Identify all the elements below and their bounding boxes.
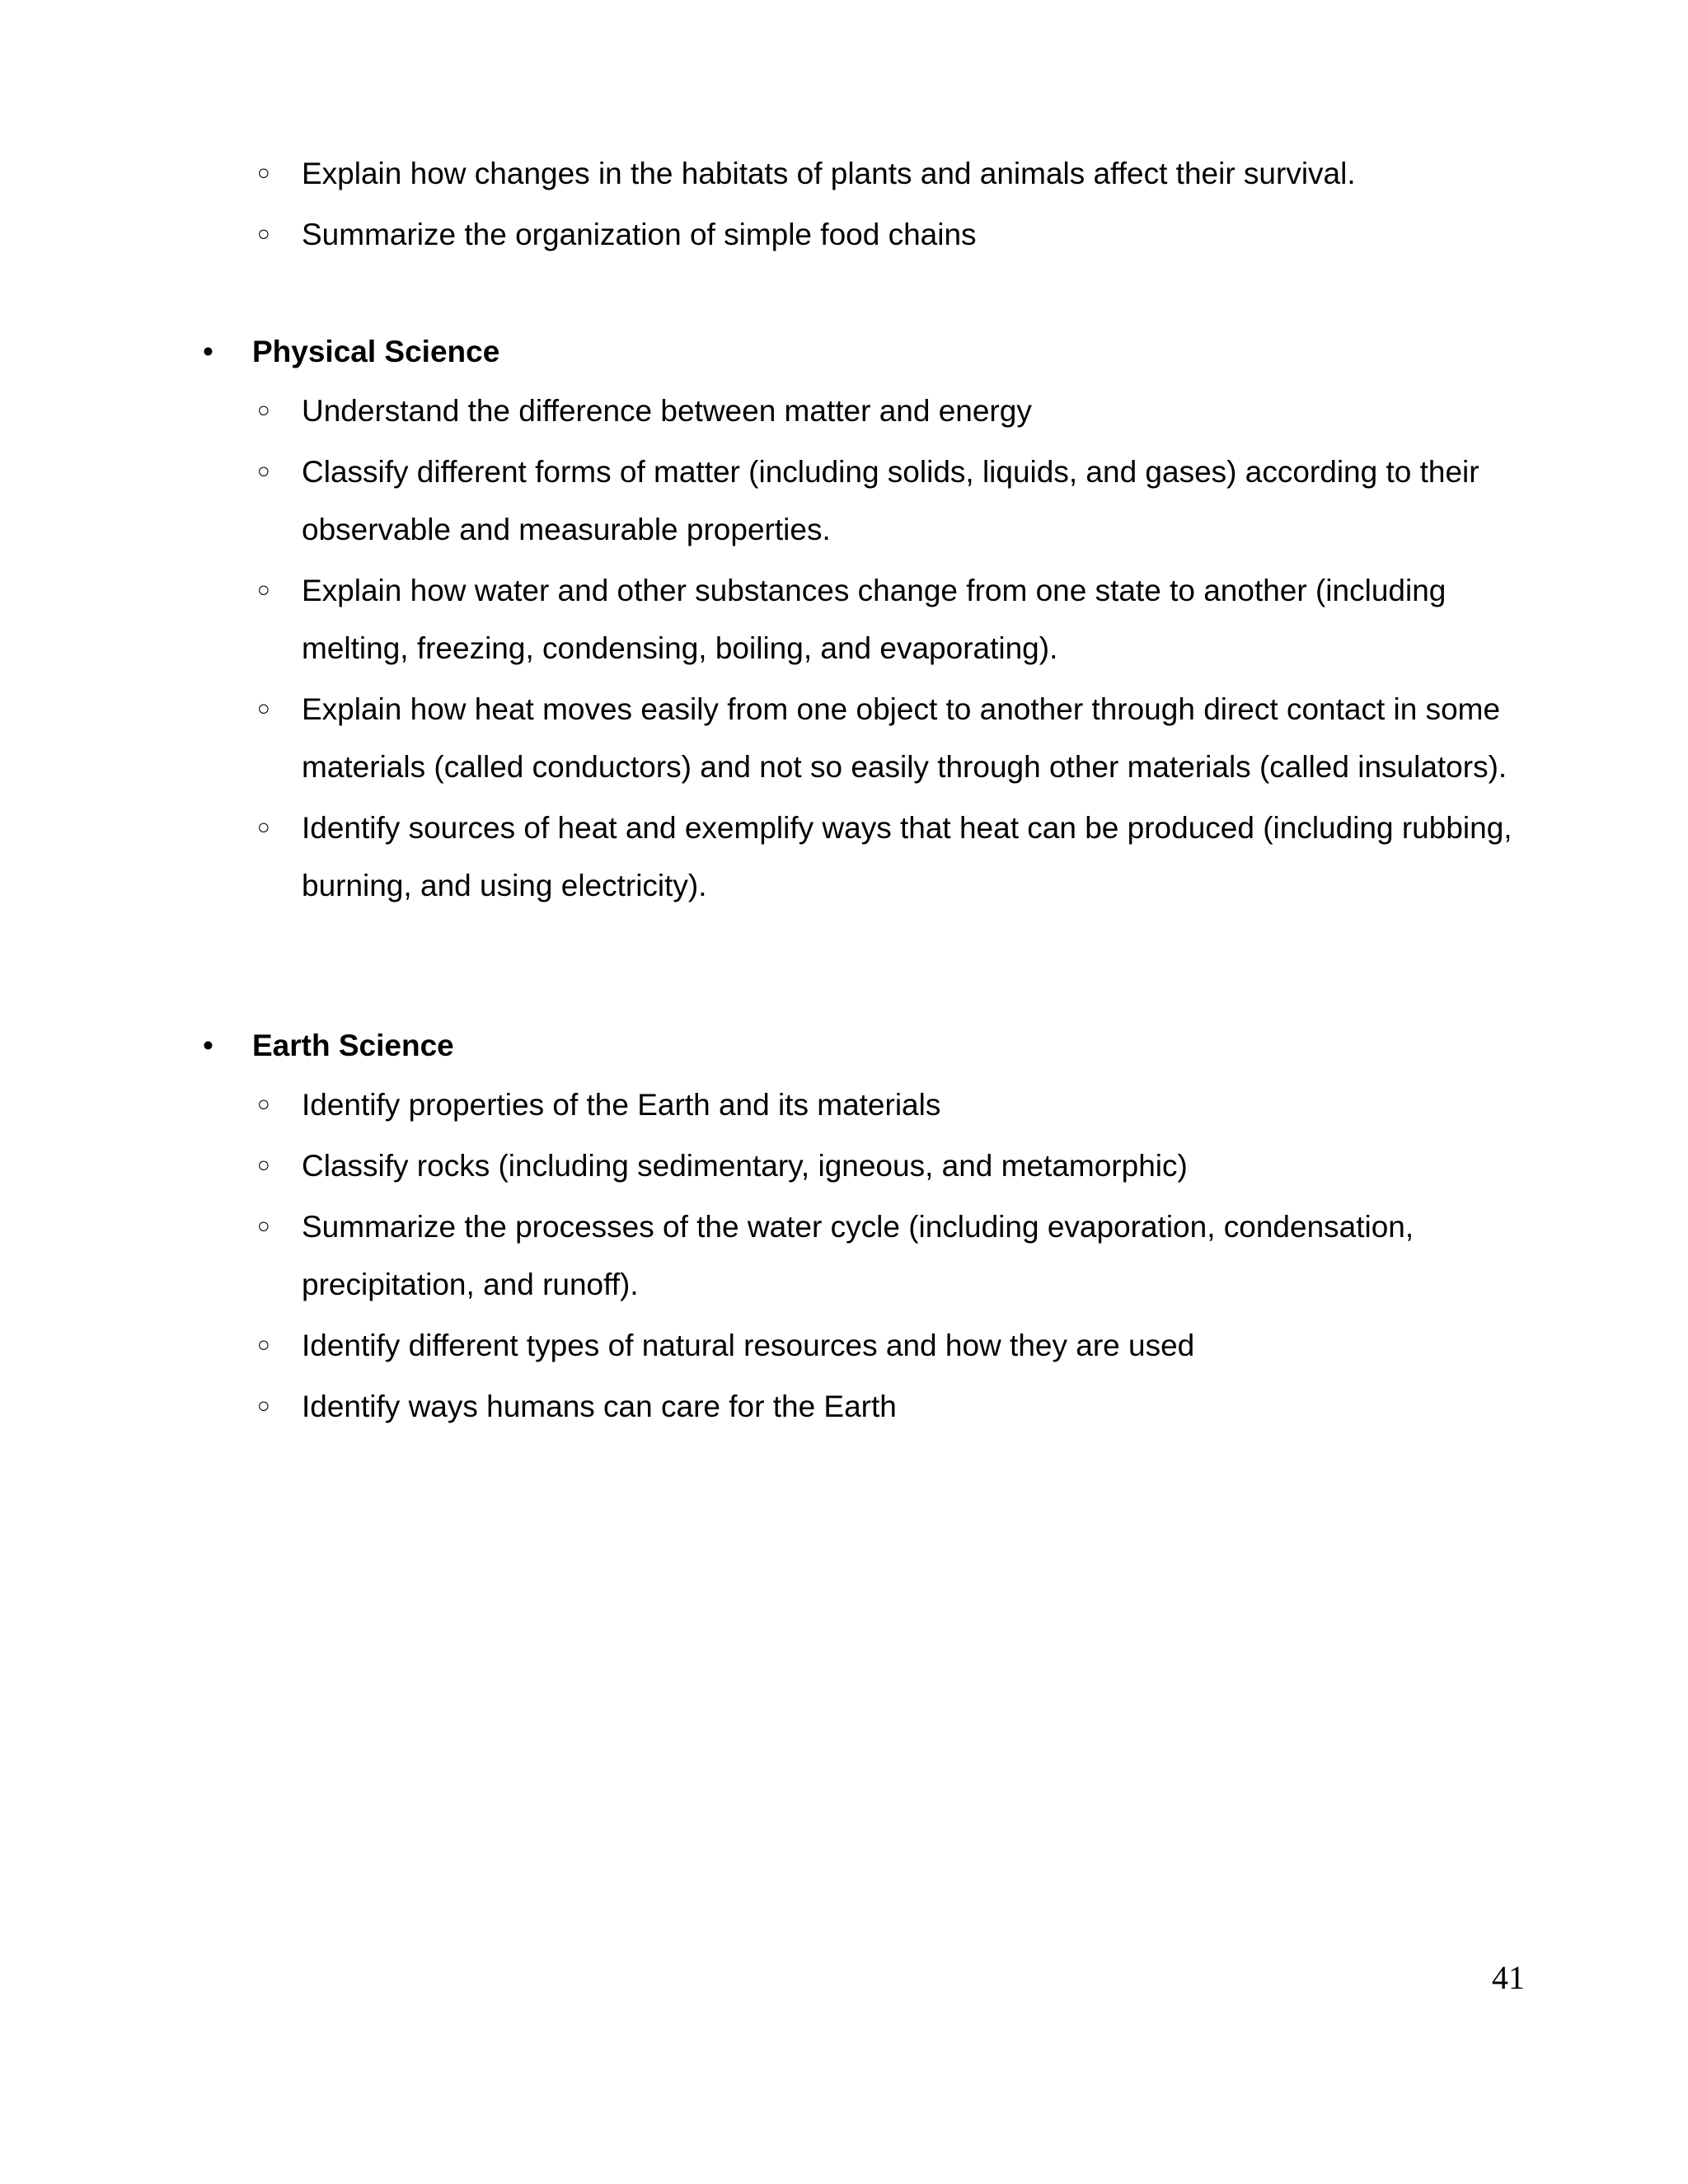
hollow-bullet-icon: ○: [257, 1213, 270, 1238]
list-item: [0, 681, 1513, 796]
bullet-icon: •: [203, 335, 213, 368]
hollow-bullet-icon: ○: [257, 1332, 270, 1357]
section-heading-row: [0, 1015, 1513, 1076]
page-number: 41: [1492, 1959, 1525, 1996]
list-item-text: Identify sources of heat and exemplify ways that heat can be produced (including rubbing, burning, and using electricity).: [302, 811, 1512, 902]
earth-science-section: [0, 1015, 1513, 1439]
hollow-bullet-icon: ○: [257, 160, 270, 185]
top-sub-list-block: [0, 145, 1513, 267]
list-item: [0, 799, 1513, 915]
hollow-bullet-icon: ○: [257, 1152, 270, 1177]
list-item-text: Summarize the organization of simple food chains: [302, 218, 977, 251]
list-item-text: Explain how changes in the habitats of plants and animals affect their survival.: [302, 157, 1356, 190]
section-heading: Physical Science: [252, 335, 500, 368]
earth-science-list: [0, 1076, 1513, 1436]
list-item-text: Explain how heat moves easily from one object to another through direct contact in some materials (called conductors) and not so easily through other materials (called insulators).: [302, 692, 1507, 784]
list-item: [0, 1076, 1513, 1134]
hollow-bullet-icon: ○: [257, 221, 270, 246]
hollow-bullet-icon: ○: [257, 577, 270, 602]
list-item: [0, 562, 1513, 677]
list-item-text: Explain how water and other substances change from one state to another (including melting, freezing, condensing, boiling, and evaporating).: [302, 574, 1447, 665]
list-item-text: Identify ways humans can care for the Earth: [302, 1390, 897, 1423]
list-item: [0, 382, 1513, 440]
list-item-text: Understand the difference between matter and energy: [302, 394, 1032, 428]
section-heading-row: [0, 321, 1513, 382]
hollow-bullet-icon: ○: [257, 458, 270, 483]
list-item-text: Identify different types of natural resources and how they are used: [302, 1329, 1195, 1362]
list-item-text: Summarize the processes of the water cycle (including evaporation, condensation, precipitation, and runoff).: [302, 1210, 1414, 1301]
physical-science-list: [0, 382, 1513, 915]
section-heading: Earth Science: [252, 1029, 454, 1062]
list-item-text: Classify rocks (including sedimentary, igneous, and metamorphic): [302, 1149, 1188, 1183]
hollow-bullet-icon: ○: [257, 696, 270, 720]
hollow-bullet-icon: ○: [257, 397, 270, 422]
list-item: [0, 206, 1513, 264]
list-item-text: Classify different forms of matter (including solids, liquids, and gases) according to their observable and measurable properties.: [302, 455, 1479, 546]
hollow-bullet-icon: ○: [257, 1091, 270, 1116]
list-item: [0, 443, 1513, 559]
bullet-icon: •: [203, 1029, 213, 1062]
list-item: [0, 1198, 1513, 1314]
top-sub-list: [0, 145, 1513, 264]
list-item: [0, 1137, 1513, 1195]
list-item: [0, 145, 1513, 203]
physical-science-section: [0, 321, 1513, 918]
list-item: [0, 1378, 1513, 1436]
list-item-text: Identify properties of the Earth and its materials: [302, 1088, 941, 1122]
list-item: [0, 1317, 1513, 1375]
hollow-bullet-icon: ○: [257, 814, 270, 839]
hollow-bullet-icon: ○: [257, 1393, 270, 1418]
